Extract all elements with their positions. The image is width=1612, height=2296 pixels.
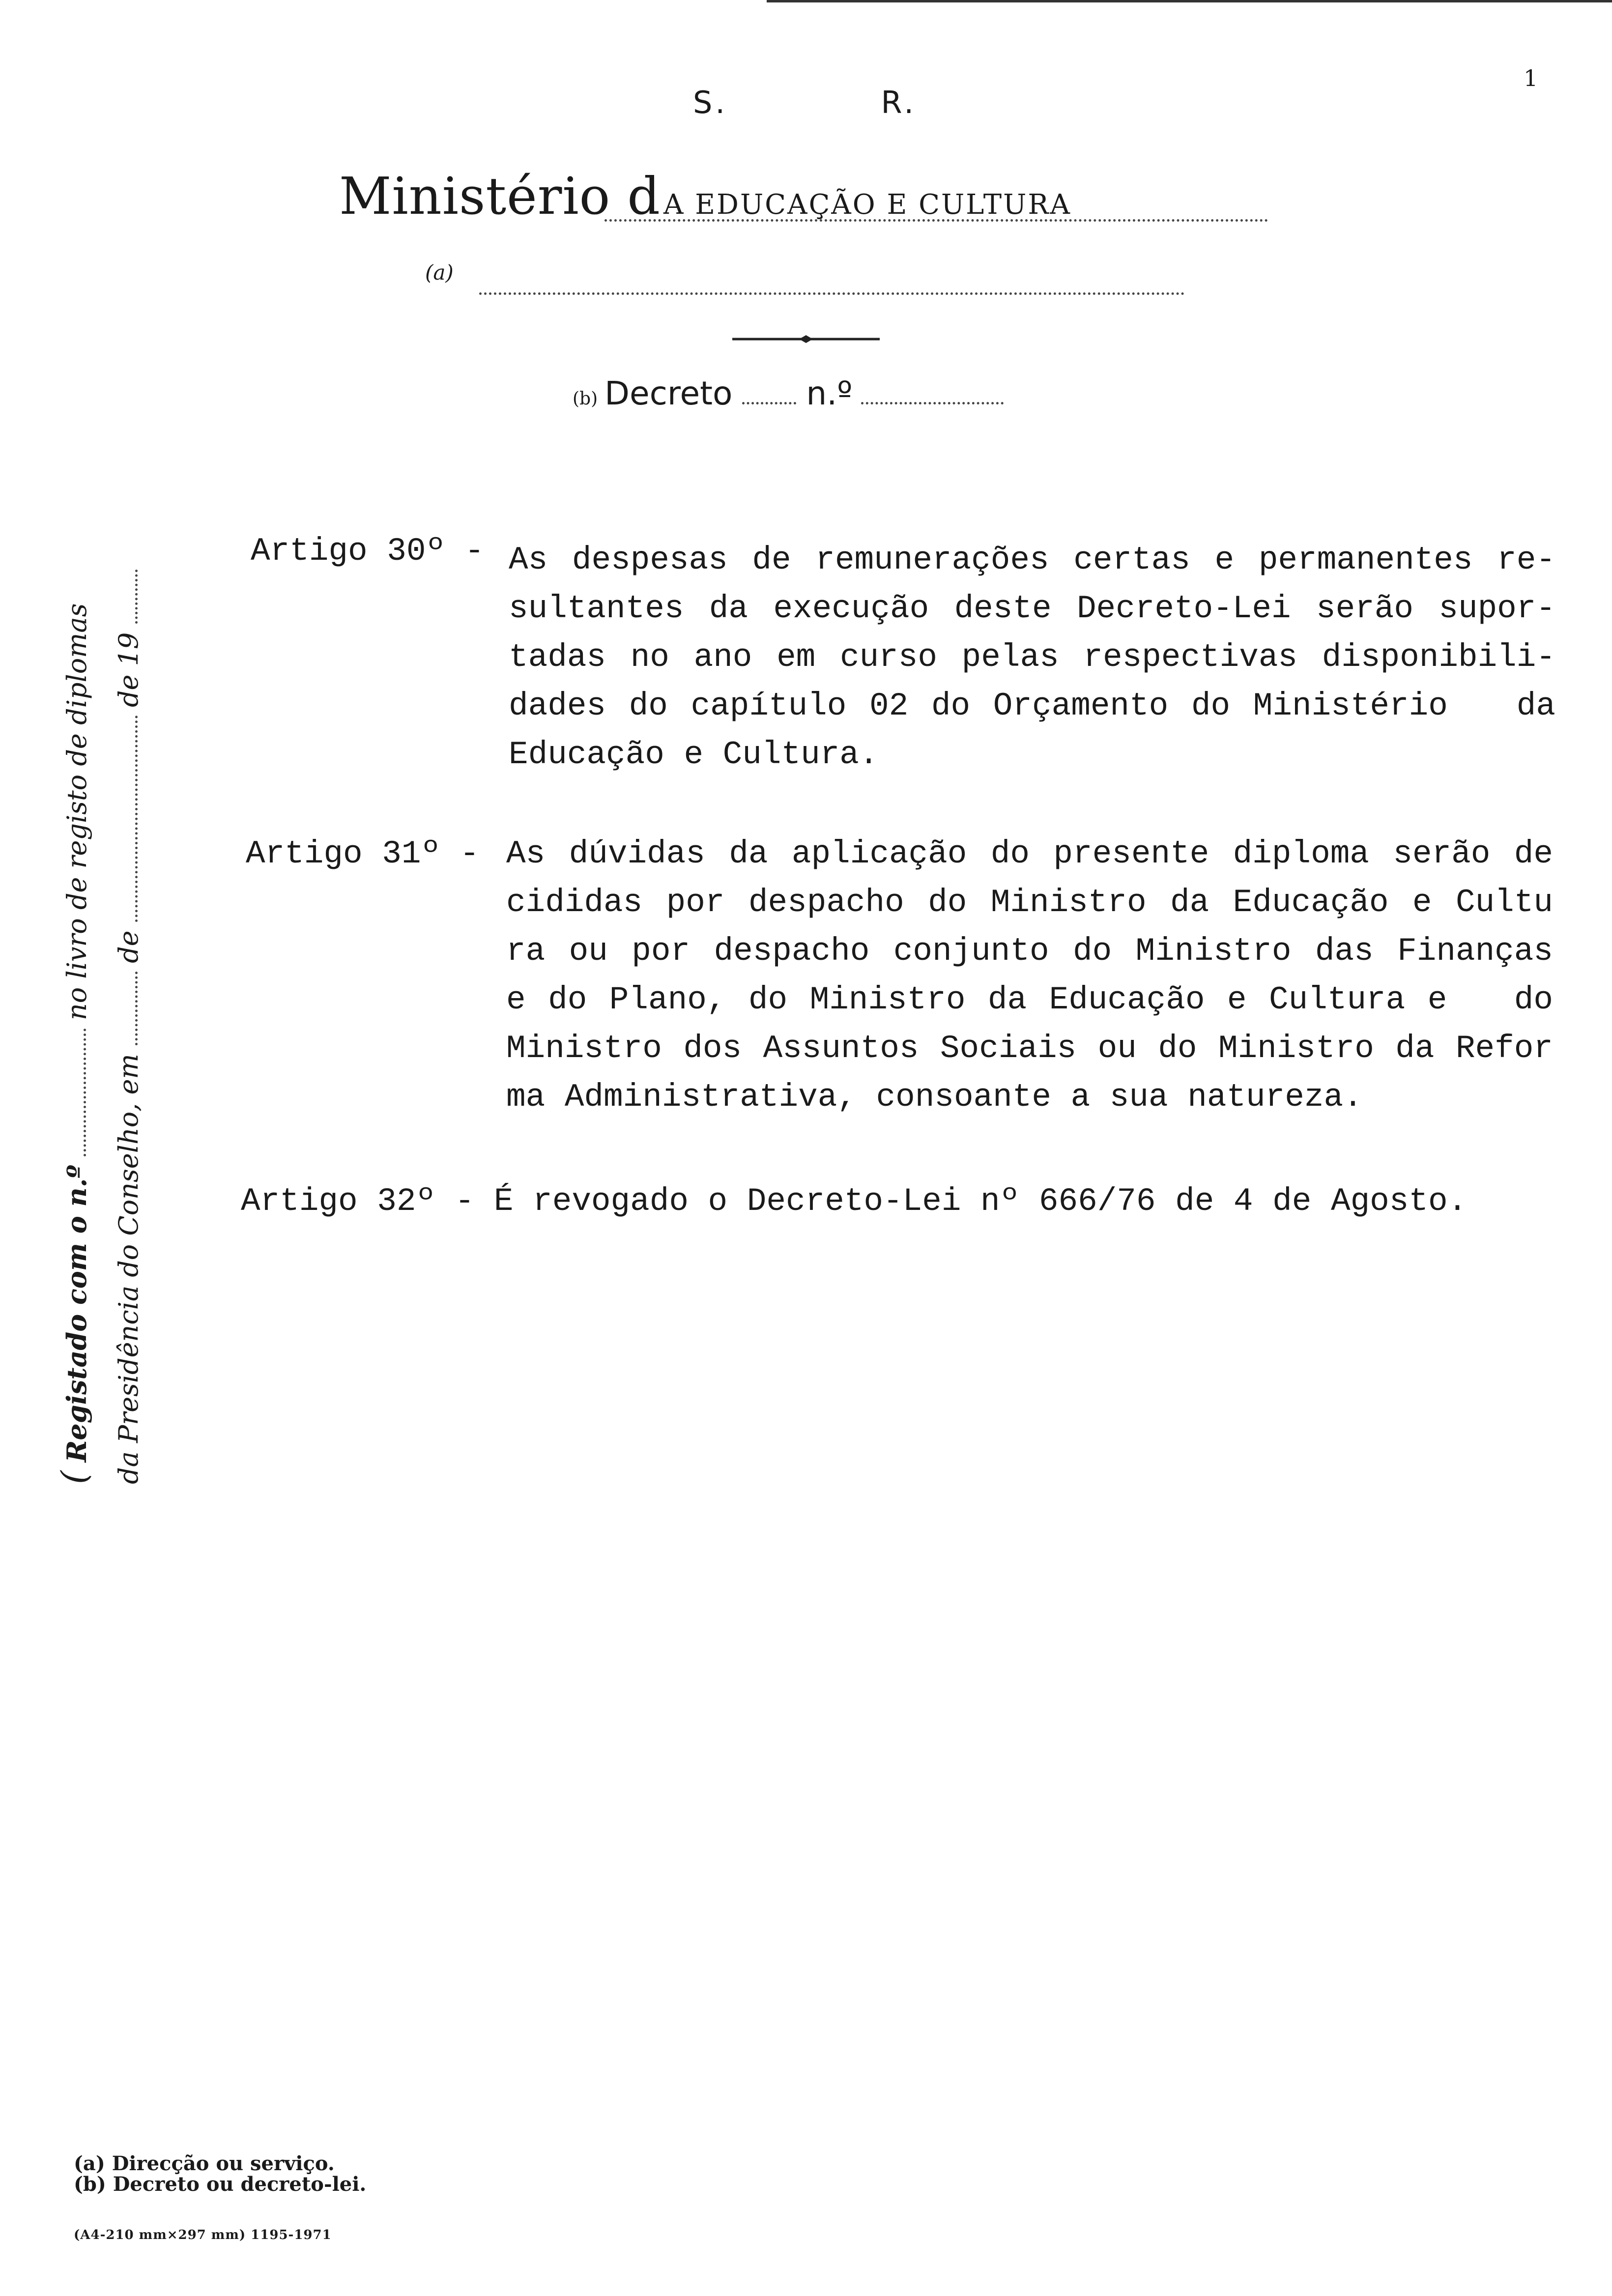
article-30-body <box>509 536 1555 779</box>
margin-line-1: ( Registado com o n.º no livro de registo de diplomas <box>54 603 94 1484</box>
ministry-lead: Ministério d <box>339 166 661 226</box>
decree-label: Decreto <box>604 374 733 412</box>
header-code <box>693 85 917 120</box>
footnote-b: (b) Decreto ou decreto-lei. <box>74 2173 367 2196</box>
article-line: ma Administrativa, consoante a sua natureza. <box>506 1079 1363 1116</box>
article-line: sultantes da execução deste Decreto-Lei serão supor- <box>509 590 1555 627</box>
margin-dotted-line <box>84 1029 86 1156</box>
ministry-name: A EDUCAÇÃO E CULTURA <box>663 189 1071 221</box>
ornament-divider <box>732 334 880 344</box>
margin-dotted-line <box>135 570 138 624</box>
margin-presidency-label: da Presidência do Conselho, em <box>113 1054 144 1484</box>
ministry-dotted-line <box>604 219 1268 222</box>
ministry-heading <box>339 166 1071 226</box>
article-line: ra ou por despacho conjunto do Ministro das Finanças <box>506 933 1553 970</box>
article-line: É revogado o Decreto-Lei nº 666/76 de 4 de Agosto. <box>493 1183 1468 1220</box>
direction-marker: (a) <box>425 260 454 285</box>
decree-number-label: n.º <box>806 374 853 412</box>
form-code: (A4-210 mm×297 mm) 1195-1971 <box>74 2228 332 2242</box>
footnotes <box>74 2153 366 2195</box>
article-line: cididas por despacho do Ministro da Educação e Cultu <box>506 884 1553 921</box>
article-line: tadas no ano em curso pelas respectivas disponibili- <box>509 639 1555 676</box>
article-label: Artigo 31º - <box>246 835 499 872</box>
margin-dotted-line <box>135 716 138 922</box>
decree-line <box>573 374 1004 412</box>
article-line: Educação e Cultura. <box>509 736 879 773</box>
margin-book-label: no livro de registo de diplomas <box>61 603 92 1021</box>
article-line: dades do capítulo 02 do Orçamento do Ministério da <box>509 688 1555 724</box>
article-31-body <box>506 830 1553 1121</box>
header-code-left: S. <box>693 85 728 120</box>
decree-number-dotted-line <box>861 402 1004 404</box>
margin-line-2 <box>113 570 144 1484</box>
article-line: As despesas de remunerações certas e permanentes re- <box>509 542 1555 578</box>
footnote-a: (a) Direcção ou serviço. <box>74 2152 335 2175</box>
margin-year-label: de 19 <box>113 632 144 708</box>
header-code-right: R. <box>881 85 917 120</box>
page-number: 1 <box>1524 65 1538 91</box>
decree-type-dotted-line <box>742 402 796 404</box>
article-label: Artigo 32º - <box>241 1183 494 1220</box>
decree-marker: (b) <box>573 389 598 409</box>
registration-margin-note <box>39 580 167 1484</box>
top-border-rule <box>767 0 1612 2</box>
margin-registered-label: Registado com o n.º <box>61 1165 92 1463</box>
article-line: Ministro dos Assuntos Sociais ou do Ministro da Refor <box>506 1030 1553 1067</box>
article-line: e do Plano, do Ministro da Educação e Cultura e do <box>506 981 1553 1018</box>
margin-de-label: de <box>113 930 144 963</box>
direction-dotted-line <box>479 292 1184 295</box>
article-line: As dúvidas da aplicação do presente diploma serão de <box>506 835 1553 872</box>
article-30 <box>251 527 504 575</box>
margin-dotted-line <box>135 972 138 1045</box>
article-31 <box>246 830 499 878</box>
article-label: Artigo 30º - <box>251 533 504 570</box>
article-32 <box>241 1177 1467 1226</box>
